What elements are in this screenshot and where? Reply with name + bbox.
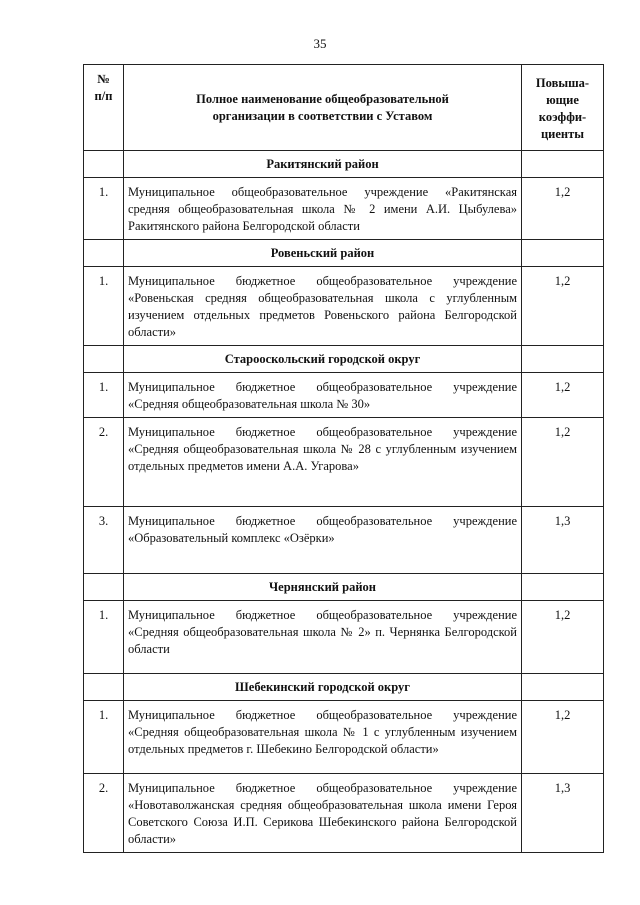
table-row — [84, 701, 604, 774]
row-number: 2. — [84, 418, 124, 507]
school-name: Муниципальное бюджетное общеобразовательное учреждение «Средняя общеобразовательная школа № 28 с углубленным изучением отдельных предметов имени А.А. Угарова» — [124, 418, 522, 507]
school-name: Муниципальное бюджетное общеобразовательное учреждение «Новотаволжанская средняя общеобразовательная школа имени Героя Советского Союза И.П. Серикова Шебекинского района Белгородской области» — [124, 774, 522, 853]
district-title: Ракитянский район — [124, 151, 522, 178]
header-number — [84, 65, 124, 151]
schools-table — [83, 64, 604, 853]
table-header-row — [84, 65, 604, 151]
row-number: 1. — [84, 701, 124, 774]
coefficient: 1,2 — [522, 267, 604, 346]
school-name: Муниципальное бюджетное общеобразовательное учреждение «Образовательный комплекс «Озёрки» — [124, 507, 522, 574]
header-coefficient-label: Повыша-ющие коэффи-циенты — [535, 75, 590, 141]
header-name-label: Полное наименование общеобразовательной организации в соответствии с Уставом — [196, 91, 449, 123]
district-title: Чернянский район — [124, 574, 522, 601]
district-row — [84, 674, 604, 701]
district-row — [84, 240, 604, 267]
page-number: 35 — [313, 36, 327, 51]
table-row — [84, 507, 604, 574]
district-row — [84, 346, 604, 373]
district-title: Старооскольский городской округ — [124, 346, 522, 373]
district-title: Ровеньский район — [124, 240, 522, 267]
row-number: 1. — [84, 373, 124, 418]
table-row — [84, 774, 604, 853]
coefficient: 1,3 — [522, 774, 604, 853]
coefficient: 1,2 — [522, 373, 604, 418]
coefficient: 1,2 — [522, 418, 604, 507]
header-coefficient — [522, 65, 604, 151]
coefficient: 1,2 — [522, 178, 604, 240]
school-name: Муниципальное бюджетное общеобразовательное учреждение «Средняя общеобразовательная школа № 30» — [124, 373, 522, 418]
school-name: Муниципальное бюджетное общеобразовательное учреждение «Ровеньская средняя общеобразовательная школа с углубленным изучением отдельных предметов Ровеньского района Белгородской области» — [124, 267, 522, 346]
school-name: Муниципальное общеобразовательное учреждение «Ракитянская средняя общеобразовательная школа № 2 имени А.И. Цыбулева» Ракитянского района Белгородской области — [124, 178, 522, 240]
header-number-label: № п/п — [94, 72, 113, 103]
table-row — [84, 418, 604, 507]
table-row — [84, 178, 604, 240]
school-name: Муниципальное бюджетное общеобразовательное учреждение «Средняя общеобразовательная школа № 1 с углубленным изучением отдельных предметов г. Шебекино Белгородской области» — [124, 701, 522, 774]
school-name: Муниципальное бюджетное общеобразовательное учреждение «Средняя общеобразовательная школа № 2» п. Чернянка Белгородской области — [124, 601, 522, 674]
coefficient: 1,2 — [522, 601, 604, 674]
table-row — [84, 373, 604, 418]
row-number: 1. — [84, 601, 124, 674]
district-row — [84, 574, 604, 601]
row-number: 3. — [84, 507, 124, 574]
district-title: Шебекинский городской округ — [124, 674, 522, 701]
coefficient: 1,3 — [522, 507, 604, 574]
row-number: 2. — [84, 774, 124, 853]
coefficient: 1,2 — [522, 701, 604, 774]
row-number: 1. — [84, 267, 124, 346]
table-row — [84, 601, 604, 674]
header-name — [124, 65, 522, 151]
district-row — [84, 151, 604, 178]
row-number: 1. — [84, 178, 124, 240]
table-row — [84, 267, 604, 346]
